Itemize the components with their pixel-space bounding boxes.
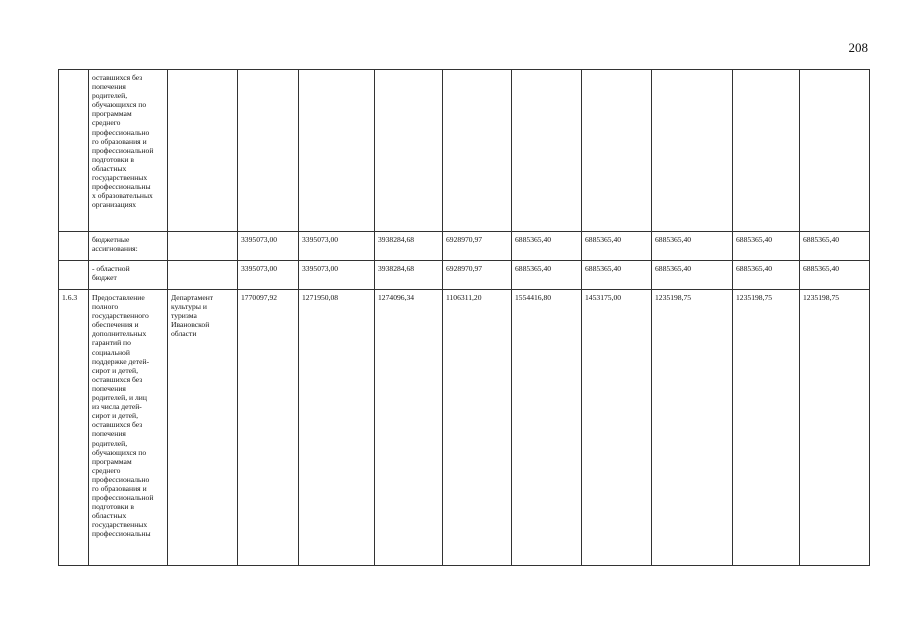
row-code — [59, 261, 89, 290]
row-value — [652, 70, 733, 232]
row-value — [443, 70, 512, 232]
budget-table — [58, 69, 870, 566]
row-name: бюджетные ассигнования: — [89, 232, 168, 261]
row-value: 3395073,00 — [299, 232, 375, 261]
row-code: 1.6.3 — [59, 290, 89, 566]
page-number: 208 — [848, 40, 868, 55]
row-value: 6928970,97 — [443, 261, 512, 290]
row-value: 6885365,40 — [733, 261, 800, 290]
row-department — [168, 70, 238, 232]
row-value: 3938284,68 — [375, 232, 443, 261]
row-value: 1235198,75 — [800, 290, 870, 566]
row-value: 6885365,40 — [512, 232, 582, 261]
row-value: 6885365,40 — [582, 261, 652, 290]
row-value: 6885365,40 — [652, 232, 733, 261]
row-value: 3395073,00 — [238, 232, 299, 261]
row-value — [238, 70, 299, 232]
table-row — [59, 232, 870, 261]
row-value: 1271950,08 — [299, 290, 375, 566]
row-value — [299, 70, 375, 232]
row-value: 6928970,97 — [443, 232, 512, 261]
table-row — [59, 290, 870, 566]
row-value — [733, 70, 800, 232]
row-code — [59, 232, 89, 261]
row-value — [375, 70, 443, 232]
table-row — [59, 261, 870, 290]
row-value: 6885365,40 — [512, 261, 582, 290]
table-row — [59, 70, 870, 232]
row-value: 1770097,92 — [238, 290, 299, 566]
row-value — [512, 70, 582, 232]
row-value — [582, 70, 652, 232]
row-value: 1235198,75 — [652, 290, 733, 566]
row-value: 6885365,40 — [582, 232, 652, 261]
row-value: 1554416,80 — [512, 290, 582, 566]
row-name: оставшихся без попечения родителей, обучающихся по программам среднего профессионально го образования и профессиональной подготовки в областных государственных профессиональны х образовательных организациях — [89, 70, 168, 232]
row-department — [168, 232, 238, 261]
row-value: 1235198,75 — [733, 290, 800, 566]
row-value: 3395073,00 — [299, 261, 375, 290]
row-value: 1453175,00 — [582, 290, 652, 566]
row-department — [168, 261, 238, 290]
row-department: Департамент культуры и туризма Ивановской области — [168, 290, 238, 566]
row-value: 3938284,68 — [375, 261, 443, 290]
row-value — [800, 70, 870, 232]
row-value: 6885365,40 — [800, 261, 870, 290]
row-value: 1274096,34 — [375, 290, 443, 566]
row-value: 1106311,20 — [443, 290, 512, 566]
row-value: 6885365,40 — [733, 232, 800, 261]
row-code — [59, 70, 89, 232]
row-name: Предоставление полного государственного обеспечения и дополнительных гарантий по социальной поддержке детей- сирот и детей, оставшихся без попечения родителей, и лиц из числа детей- сирот и детей, оставшихся без попечения родителей, обучающихся по программам среднего профессионально го образования и профессиональной подготовки в областных государственных профессиональны — [89, 290, 168, 566]
row-value: 3395073,00 — [238, 261, 299, 290]
row-value: 6885365,40 — [652, 261, 733, 290]
row-name: - областной бюджет — [89, 261, 168, 290]
row-value: 6885365,40 — [800, 232, 870, 261]
